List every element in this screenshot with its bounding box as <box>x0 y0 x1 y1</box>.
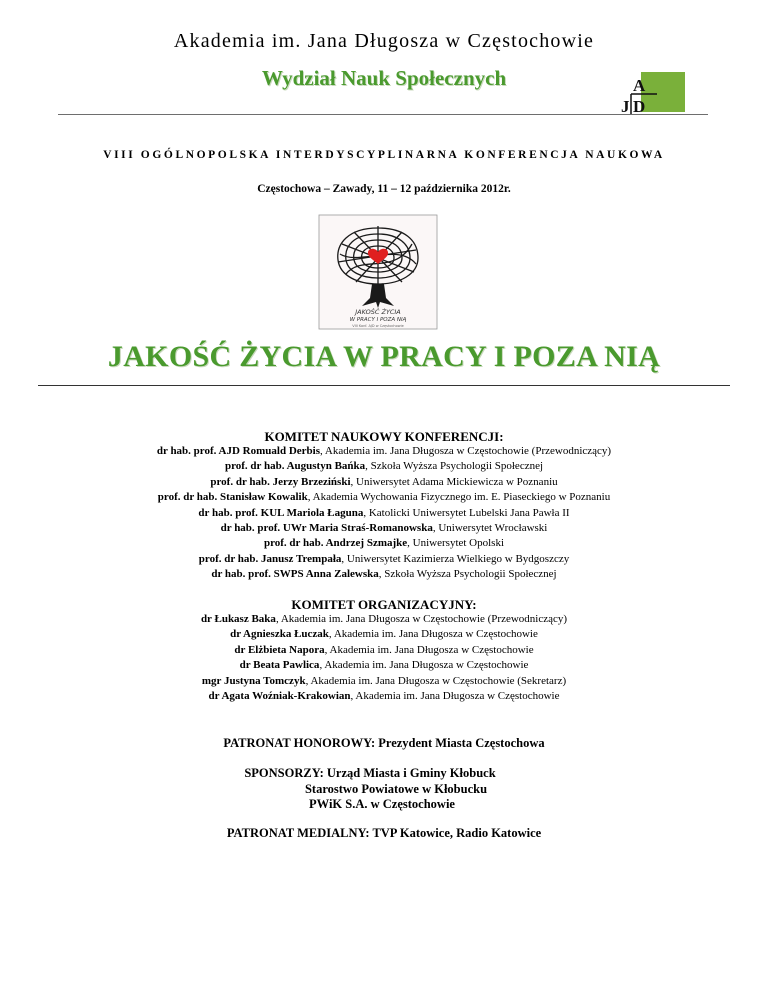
conference-place-date: Częstochowa – Zawady, 11 – 12 października 2012r. <box>257 183 511 195</box>
member-name: dr hab. prof. UWr Maria Straś-Romanowska <box>220 522 433 535</box>
sponsor-line-1: SPONSORZY: Urząd Miasta i Gminy Kłobuck <box>244 766 496 780</box>
member-affiliation: , Akademia im. Jana Długosza w Częstochowie <box>319 659 529 672</box>
svg-text:J: J <box>621 97 630 114</box>
member-name: prof. dr hab. Andrzej Szmajke <box>263 537 408 550</box>
member-name: prof. dr hab. Stanisław Kowalik <box>157 491 308 504</box>
svg-text:A: A <box>633 76 646 95</box>
member-affiliation: , Akademia im. Jana Długosza w Częstochowie <box>324 643 534 656</box>
member-affiliation: , Akademia im. Jana Długosza w Częstochowie <box>350 690 560 703</box>
member-name: dr Agata Woźniak-Krakowian <box>208 690 351 703</box>
member-name: dr Elżbieta Napora <box>234 643 325 656</box>
conference-logo-image <box>318 214 438 330</box>
svg-text:VIII Konf. AJD w Częstochowie: VIII Konf. AJD w Częstochowie <box>352 324 404 328</box>
department-name: Wydział Nauk Społecznych <box>261 66 507 90</box>
committee-member <box>0 643 768 658</box>
committee-member <box>0 552 768 567</box>
committee-member <box>0 490 768 505</box>
member-name: dr hab. prof. SWPS Anna Zalewska <box>211 568 379 581</box>
committee-member <box>0 627 768 642</box>
organizing-committee-heading: KOMITET ORGANIZACYJNY: <box>291 597 477 612</box>
member-affiliation: , Katolicki Uniwersytet Lubelski Jana Pawła II <box>363 506 570 519</box>
title-rule <box>38 385 730 386</box>
committee-member <box>0 506 768 521</box>
member-affiliation: , Uniwersytet Adama Mickiewicza w Poznaniu <box>350 475 558 488</box>
svg-text:W PRACY I POZA NIĄ: W PRACY I POZA NIĄ <box>349 317 407 323</box>
committee-member <box>0 674 768 689</box>
member-name: prof. dr hab. Augustyn Bańka <box>224 460 366 473</box>
member-affiliation: , Akademia im. Jana Długosza w Częstochowie (Przewodniczący) <box>319 445 612 457</box>
committee-member <box>0 444 768 459</box>
sponsor-line-2: Starostwo Powiatowe w Kłobucku <box>304 782 488 796</box>
scientific-committee-heading: KOMITET NAUKOWY KONFERENCJI: <box>264 429 504 444</box>
member-name: dr hab. prof. KUL Mariola Łaguna <box>198 506 364 519</box>
committee-member <box>0 459 768 474</box>
conference-title: JAKOŚĆ ŻYCIA W PRACY I POZA NIĄ <box>107 340 661 373</box>
committee-member <box>0 567 768 582</box>
member-affiliation: , Szkoła Wyższa Psychologii Społecznej <box>365 460 544 473</box>
member-name: mgr Justyna Tomczyk <box>201 674 306 687</box>
committee-member <box>0 612 768 627</box>
university-name: Akademia im. Jana Długosza w Częstochowie <box>173 30 595 52</box>
committee-member <box>0 658 768 673</box>
ajd-logo-icon <box>619 72 685 116</box>
member-affiliation: , Uniwersytet Opolski <box>407 537 505 550</box>
committee-member <box>0 536 768 551</box>
member-name: dr Łukasz Baka <box>200 613 276 625</box>
member-affiliation: , Uniwersytet Kazimierza Wielkiego w Bydgoszczy <box>341 552 570 565</box>
member-name: dr Agnieszka Łuczak <box>230 628 329 641</box>
header-rule <box>58 114 708 115</box>
member-affiliation: , Akademia im. Jana Długosza w Częstochowie (Sekretarz) <box>305 674 567 687</box>
organizing-committee-list <box>0 612 768 704</box>
svg-text:JAKOŚĆ ŻYCIA: JAKOŚĆ ŻYCIA <box>355 308 401 316</box>
member-affiliation: , Akademia im. Jana Długosza w Częstochowie (Przewodniczący) <box>275 613 568 625</box>
committee-member <box>0 475 768 490</box>
scientific-committee-list <box>0 444 768 583</box>
member-name: dr Beata Pawlica <box>239 659 320 672</box>
member-affiliation: , Uniwersytet Wrocławski <box>432 522 548 535</box>
logo-letters-graphic <box>619 74 659 114</box>
sponsor-line-3: PWiK S.A. w Częstochowie <box>309 797 455 811</box>
media-patronage: PATRONAT MEDIALNY: TVP Katowice, Radio Katowice <box>226 826 542 840</box>
committee-member <box>0 689 768 704</box>
conference-series: VIII OGÓLNOPOLSKA INTERDYSCYPLINARNA KONFERENCJA NAUKOWA <box>103 149 665 161</box>
member-name: dr hab. prof. AJD Romuald Derbis <box>156 445 320 457</box>
member-affiliation: , Szkoła Wyższa Psychologii Społecznej <box>378 568 557 581</box>
member-name: prof. dr hab. Janusz Trempała <box>198 552 342 565</box>
committee-member <box>0 521 768 536</box>
member-affiliation: , Akademia im. Jana Długosza w Częstochowie <box>328 628 538 641</box>
member-affiliation: , Akademia Wychowania Fizycznego im. E. Piaseckiego w Poznaniu <box>307 491 611 504</box>
member-name: prof. dr hab. Jerzy Brzeziński <box>210 475 351 488</box>
honorary-patronage: PATRONAT HONOROWY: Prezydent Miasta Częstochowa <box>223 736 545 750</box>
svg-text:D: D <box>633 97 646 114</box>
